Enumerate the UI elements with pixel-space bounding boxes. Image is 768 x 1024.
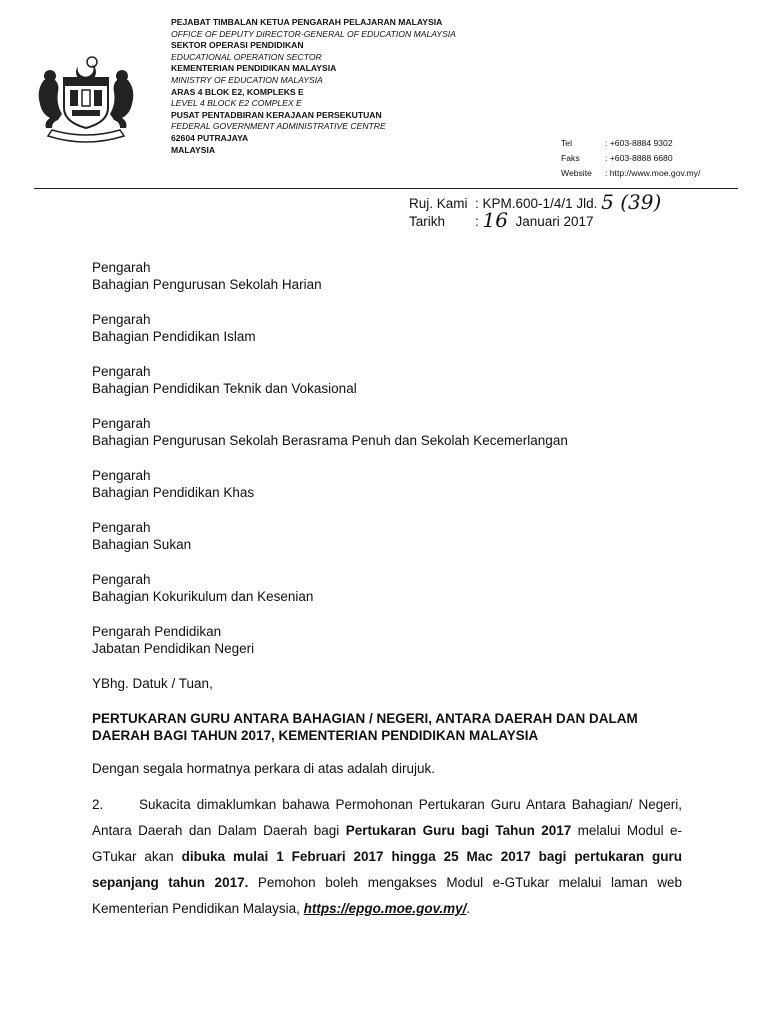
recipient-title: Pengarah Pendidikan — [92, 624, 222, 639]
recipient-title: Pengarah — [92, 416, 151, 431]
salutation: YBhg. Datuk / Tuan, — [92, 676, 213, 691]
reference-row — [409, 190, 662, 214]
recipient-division: Bahagian Pendidikan Teknik dan Vokasional — [92, 381, 357, 396]
letterhead-line: PUSAT PENTADBIRAN KERAJAAN PERSEKUTUAN — [171, 109, 382, 120]
letterhead-line: KEMENTERIAN PENDIDIKAN MALAYSIA — [171, 63, 337, 74]
recipient-title: Pengarah — [92, 312, 151, 327]
reference-separator: : — [475, 196, 479, 211]
recipient-address — [92, 415, 568, 449]
paragraph-bold-1: Pertukaran Guru bagi Tahun 2017 — [345, 823, 572, 838]
recipient-division: Bahagian Pengurusan Sekolah Harian — [92, 277, 322, 292]
recipient-title: Pengarah — [92, 572, 151, 587]
website-label: Website — [561, 168, 592, 178]
letterhead-line: SEKTOR OPERASI PENDIDIKAN — [171, 40, 304, 51]
recipient-address — [92, 571, 568, 605]
header-divider — [34, 188, 738, 189]
date-label: Tarikh — [409, 214, 446, 229]
recipient-address — [92, 259, 568, 293]
paragraph-text-4: . — [466, 901, 471, 916]
recipient-address — [92, 363, 568, 397]
intro-sentence: Dengan segala hormatnya perkara di atas adalah dirujuk. — [92, 761, 435, 776]
paragraph-text-3: Pemohon boleh mengakses Modul e-GTukar melalui laman web Kementerian Pendidikan Malaysia, — [92, 875, 683, 916]
reference-value: KPM.600-1/4/1 Jld. — [482, 196, 598, 211]
letterhead-line: MINISTRY OF EDUCATION MALAYSIA — [171, 74, 323, 85]
letterhead-line: EDUCATIONAL OPERATION SECTOR — [171, 51, 322, 62]
letterhead-line: OFFICE OF DEPUTY DIRECTOR-GENERAL OF EDUCATION MALAYSIA — [171, 28, 456, 39]
website-value: : http://www.moe.gov.my/ — [605, 168, 701, 178]
letter-subject: PERTUKARAN GURU ANTARA BAHAGIAN / NEGERI, ANTARA DAERAH DAN DALAM DAERAH BAGI TAHUN 2017, KEMENTERIAN PENDIDIKAN MALAYSIA — [92, 711, 638, 743]
letterhead-line: PEJABAT TIMBALAN KETUA PENGARAH PELAJARAN MALAYSIA — [171, 17, 443, 27]
paragraph-text-2: melalui Modul e-GTukar akan — [92, 823, 682, 864]
recipient-division: Bahagian Sukan — [92, 537, 192, 552]
date-handwritten-day: 16 — [482, 208, 508, 232]
date-value: Januari 2017 — [515, 214, 594, 229]
recipient-list — [92, 259, 568, 675]
recipient-division: Bahagian Pendidikan Islam — [92, 329, 256, 344]
letterhead-address — [171, 17, 456, 156]
paragraph-bold-2: dibuka mulai 1 Februari 2017 hingga 25 Mac 2017 bagi pertukaran guru sepanjang tahun 2017. — [92, 849, 682, 890]
recipient-address — [92, 519, 568, 553]
reference-block — [409, 190, 662, 232]
letterhead-line: FEDERAL GOVERNMENT ADMINISTRATIVE CENTRE — [171, 121, 386, 132]
recipient-title: Pengarah — [92, 364, 151, 379]
recipient-division: Bahagian Kokurikulum dan Kesenian — [92, 589, 314, 604]
coat-of-arms-emblem — [30, 52, 142, 144]
date-separator: : — [475, 214, 479, 229]
telephone-row — [561, 136, 700, 151]
contact-details — [561, 136, 700, 181]
date-row — [409, 208, 661, 232]
letterhead-line: 62604 PUTRAJAYA — [171, 132, 249, 143]
website-row — [561, 166, 700, 181]
paragraph-2 — [92, 792, 682, 922]
paragraph-text-1: Sukacita dimaklumkan bahawa Permohonan Pertukaran Guru Antara Bahagian/ Negeri, Antara Daerah dan Dalam Daerah bagi — [92, 797, 682, 838]
telephone-label: Tel — [561, 138, 572, 148]
telephone-value: : +603-8884 9302 — [605, 138, 673, 148]
recipient-title: Pengarah — [92, 260, 151, 275]
moe-portal-link[interactable]: https://epgo.moe.gov.my/ — [303, 901, 467, 916]
recipient-division: Bahagian Pengurusan Sekolah Berasrama Penuh dan Sekolah Kecemerlangan — [92, 433, 568, 448]
recipient-address — [92, 623, 568, 657]
reference-handwritten-number: 5 (39) — [601, 190, 662, 214]
recipient-division: Bahagian Pendidikan Khas — [92, 485, 255, 500]
recipient-title: Pengarah — [92, 468, 151, 483]
recipient-address — [92, 467, 568, 501]
paragraph-number: 2. — [92, 797, 104, 812]
letterhead-line: MALAYSIA — [171, 144, 216, 155]
reference-label: Ruj. Kami — [409, 196, 468, 211]
fax-row — [561, 151, 700, 166]
fax-label: Faks — [561, 153, 580, 163]
recipient-division: Jabatan Pendidikan Negeri — [92, 641, 255, 656]
letterhead-line: LEVEL 4 BLOCK E2 COMPLEX E — [171, 98, 302, 109]
letterhead-line: ARAS 4 BLOK E2, KOMPLEKS E — [171, 86, 304, 97]
fax-value: : +603-8888 6680 — [605, 153, 673, 163]
recipient-title: Pengarah — [92, 520, 151, 535]
recipient-address — [92, 311, 568, 345]
